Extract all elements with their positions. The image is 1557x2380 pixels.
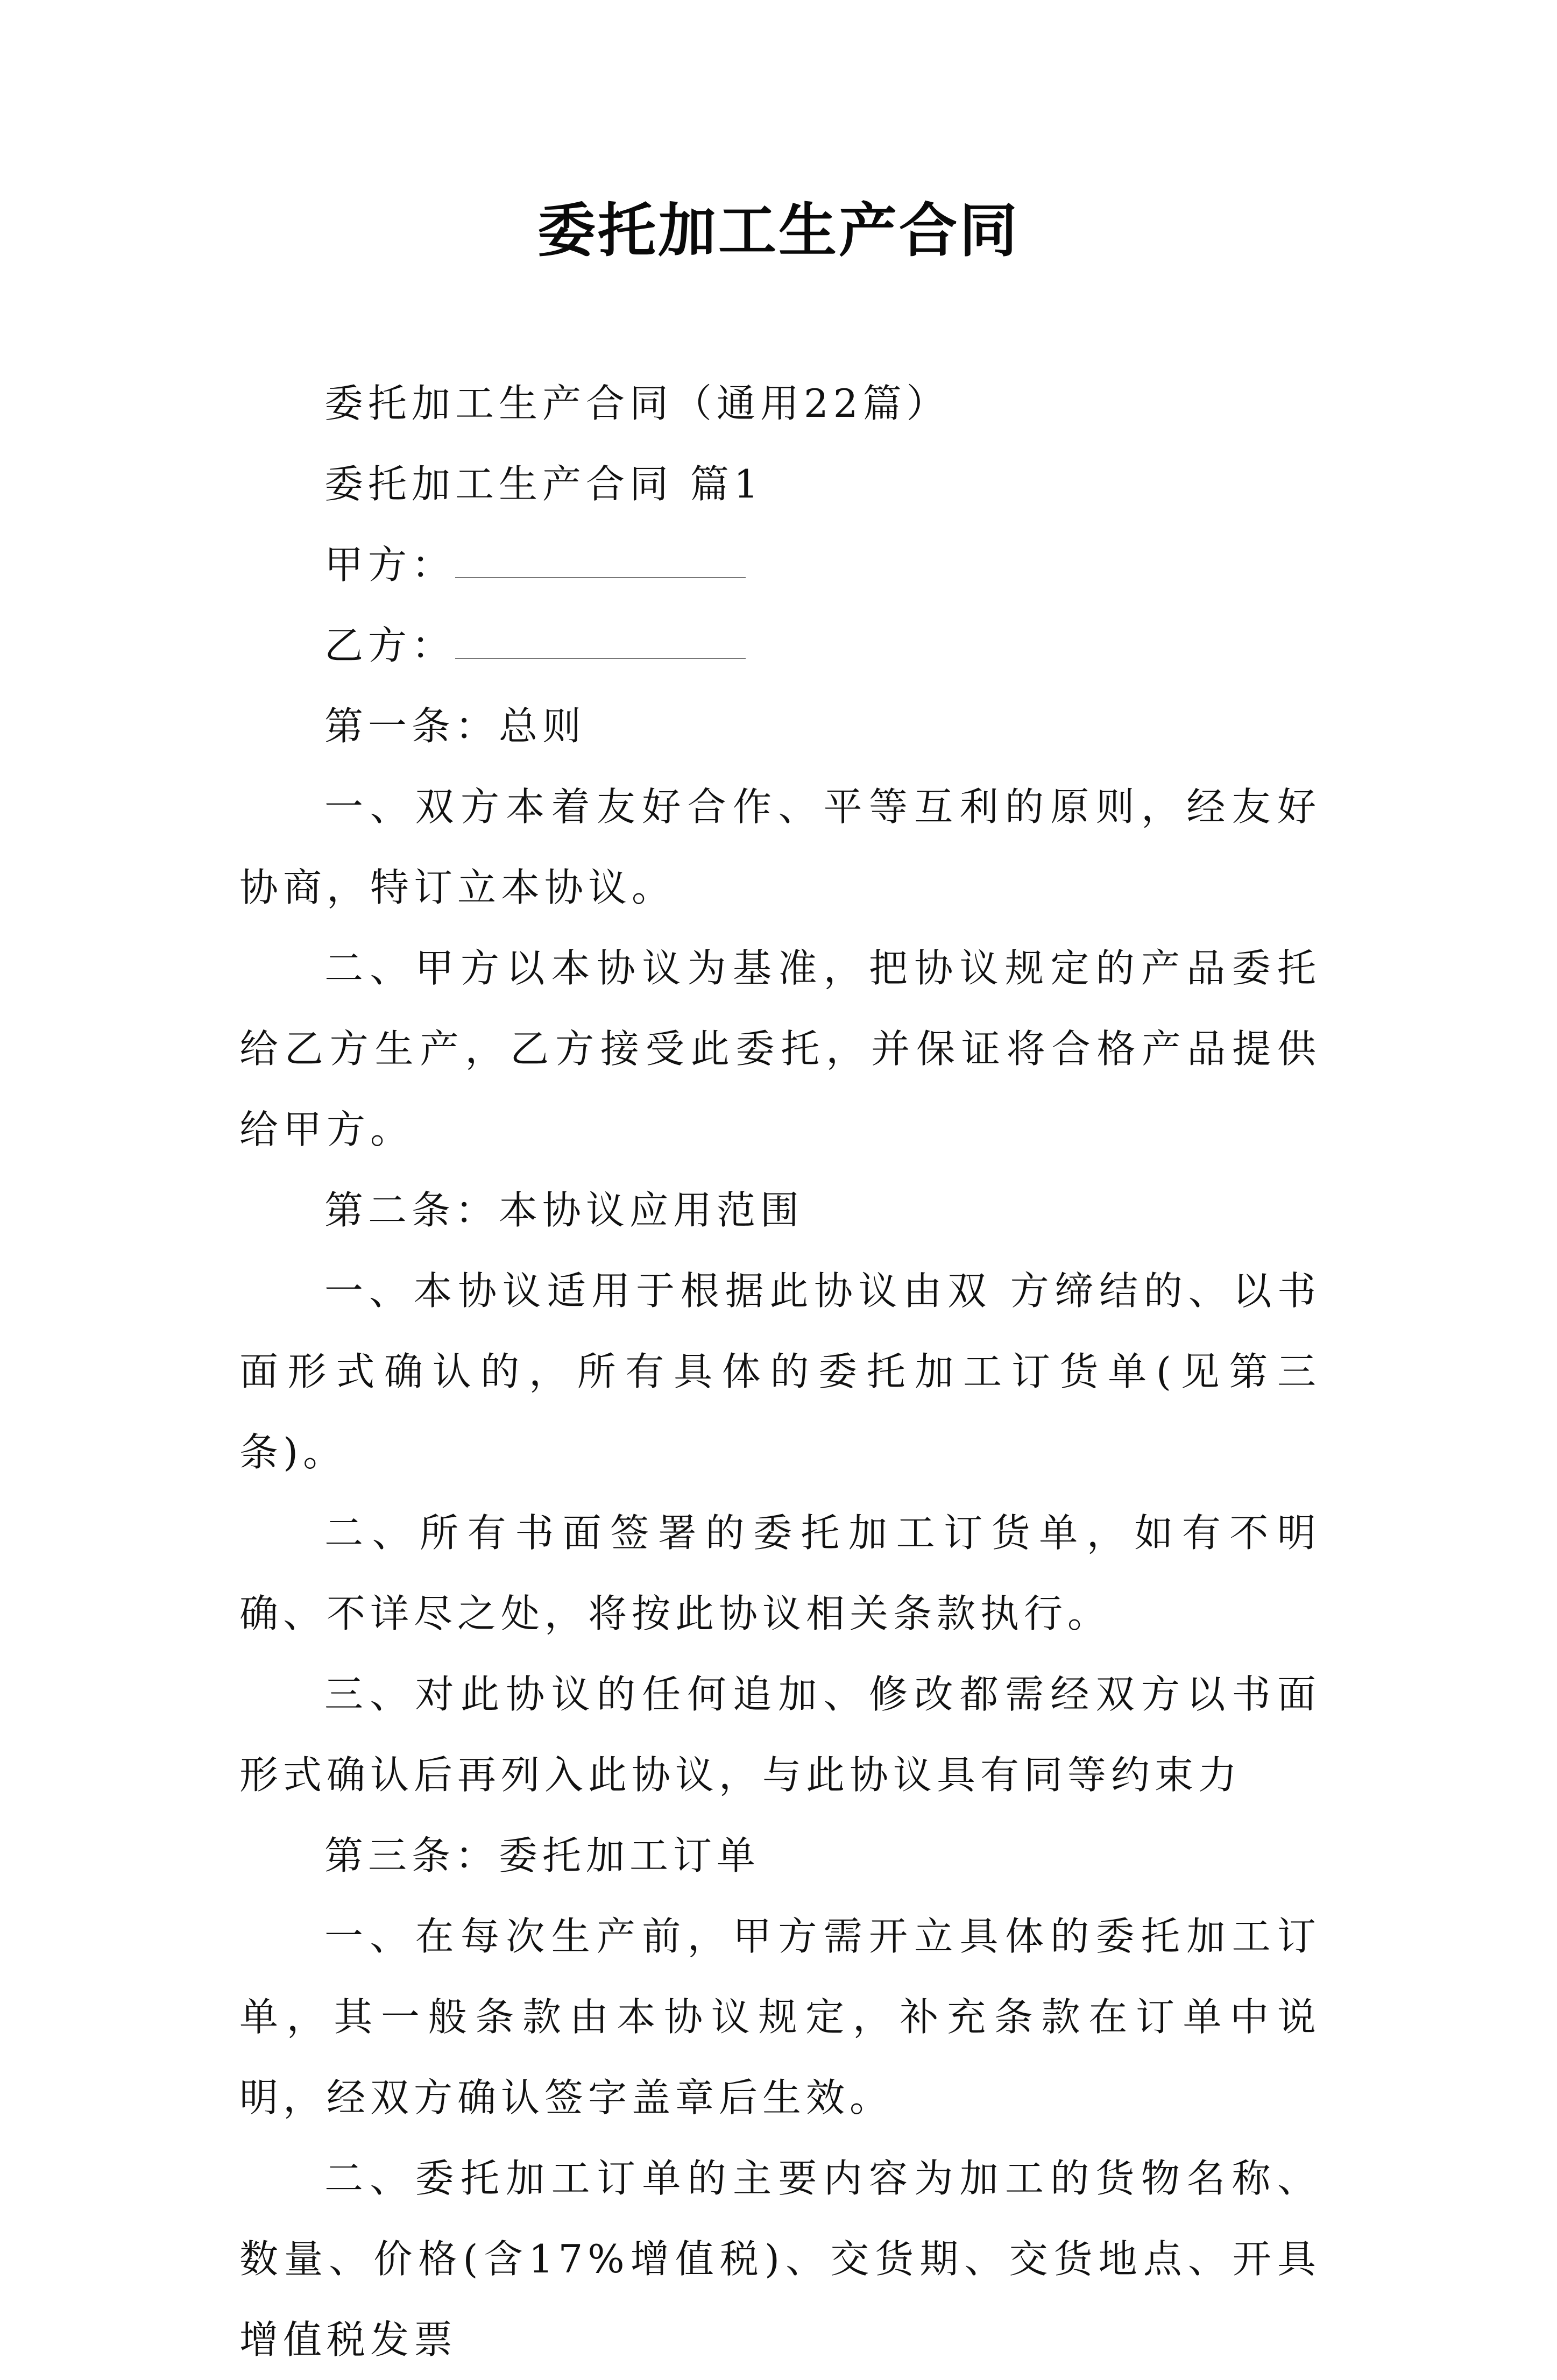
- article-1-paragraph-2: 二、甲方以本协议为基准，把协议规定的产品委托给乙方生产，乙方接受此委托，并保证将合格产品提供给甲方。: [239, 946, 1321, 1152]
- document-body: [239, 363, 1321, 2380]
- article-1-paragraph-1: 一、双方本着友好合作、平等互利的原则，经友好协商，特订立本协议。: [239, 784, 1321, 910]
- article-1-heading: 第一条：总则: [324, 704, 586, 749]
- document-title: 委托加工生产合同: [537, 197, 1020, 265]
- party-a-blank-line: [455, 545, 746, 578]
- party-b-blank-line: [455, 626, 746, 659]
- article-2-paragraph-1: 一、本协议适用于根据此协议由双 方缔结的、以书面形式确认的，所有具体的委托加工订货单(见第三条)。: [239, 1268, 1321, 1475]
- party-b-label: 乙方：: [324, 623, 456, 668]
- article-2-paragraph-3: 三、对此协议的任何追加、修改都需经双方以书面形式确认后再列入此协议，与此协议具有同等约束力: [239, 1672, 1321, 1798]
- article-2-heading: 第二条：本协议应用范围: [324, 1188, 804, 1233]
- party-a-label: 甲方：: [324, 542, 456, 587]
- article-3-paragraph-1: 一、在每次生产前，甲方需开立具体的委托加工订单，其一般条款由本协议规定，补充条款在订单中说明，经双方确认签字盖章后生效。: [239, 1914, 1321, 2120]
- party-a-row: [239, 524, 1321, 605]
- article-3-paragraph-2: 二、委托加工订单的主要内容为加工的货物名称、数量、价格(含17%增值税)、交货期、交货地点、开具增值税发票: [239, 2156, 1321, 2362]
- document-subtitle: 委托加工生产合同（通用22篇）: [324, 381, 950, 426]
- party-b-row: [239, 605, 1321, 686]
- article-3-heading: 第三条：委托加工订单: [324, 1833, 761, 1878]
- section-heading: 委托加工生产合同 篇1: [324, 461, 763, 507]
- article-2-paragraph-2: 二、所有书面签署的委托加工订货单，如有不明确、不详尽之处，将按此协议相关条款执行。: [239, 1510, 1321, 1636]
